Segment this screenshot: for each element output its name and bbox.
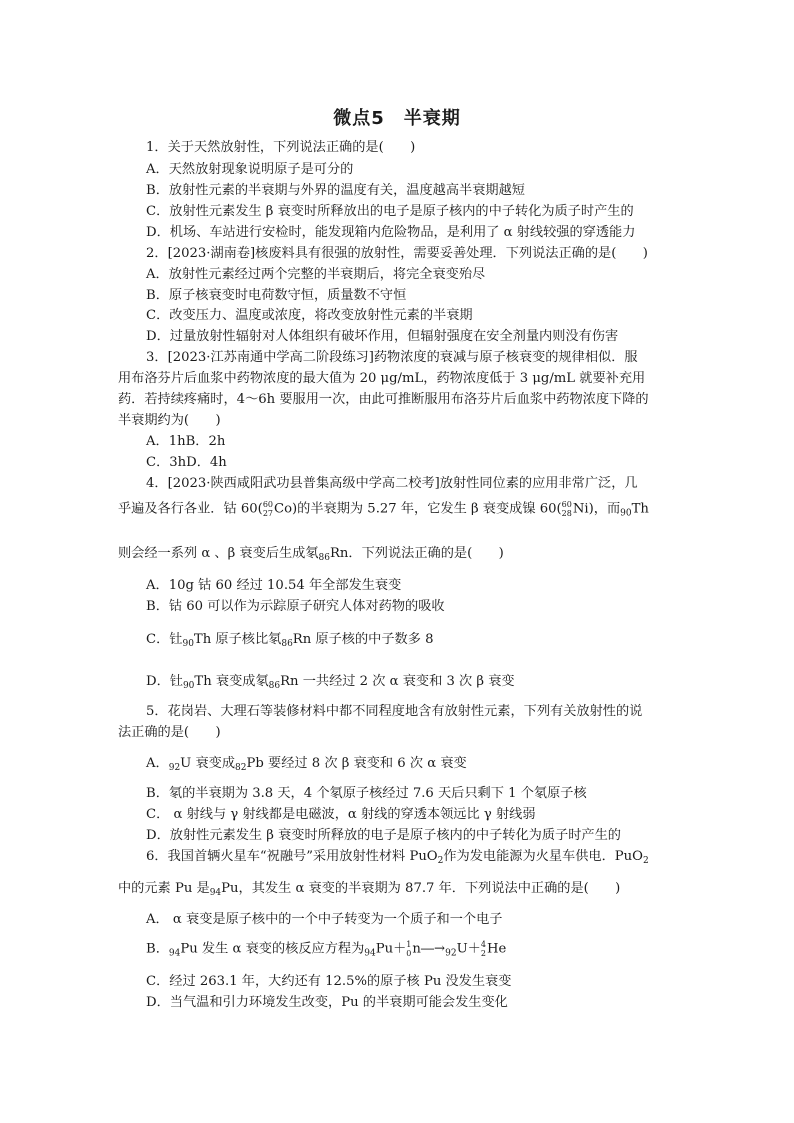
text: U 衰变成 <box>180 756 236 771</box>
question-4-option-b: B．钴 60 可以作为示踪原子研究人体对药物的吸收 <box>146 599 445 614</box>
question-2-stem: 2．[2023·湖南卷]核废料具有很强的放射性，需要妥善处理．下列说法正确的是( ) <box>146 246 648 261</box>
nuclide-prefix <box>562 500 572 518</box>
text: B． <box>146 941 169 957</box>
text: n―→ <box>412 941 446 957</box>
nuclide-prefix <box>406 940 411 958</box>
atomic-number: 94 <box>364 948 376 959</box>
question-5-option-d: D．放射性元素发生 β 衰变时所释放的电子是原子核内的中子转化为质子时产生的 <box>146 828 621 843</box>
page-title: 微点5 半衰期 <box>333 108 461 129</box>
question-2-option-b: B．原子核衰变时电荷数守恒，质量数不守恒 <box>146 288 407 303</box>
atomic-number: 2 <box>480 949 486 958</box>
nuclide-prefix <box>481 940 486 958</box>
text: 6．我国首辆火星车“祝融号”采用放射性材料 PuO <box>146 849 438 864</box>
question-4-option-a: A．10g 钴 60 经过 10.54 年全部发生衰变 <box>146 578 402 593</box>
subscript: 2 <box>642 856 649 866</box>
element-symbol: Ni <box>572 501 589 517</box>
mass-number: 60 <box>262 500 273 509</box>
text: Pu＋ <box>375 941 407 957</box>
element-symbol: Co <box>274 501 293 517</box>
question-4-stem-line-2 <box>118 500 649 519</box>
text: U＋ <box>456 941 481 957</box>
element-symbol: Th <box>631 501 649 517</box>
atomic-number: 94 <box>209 888 222 898</box>
question-5-option-a <box>146 755 467 773</box>
question-5-option-b: B．氡的半衰期为 3.8 天，4 个氡原子核经过 7.6 天后只剩下 1 个氡原子核 <box>146 786 587 801</box>
mass-number: 4 <box>480 940 486 949</box>
text: Th 衰变成氡 <box>194 674 269 689</box>
atomic-number: 90 <box>620 508 632 519</box>
atomic-number: 0 <box>406 949 412 958</box>
question-6-option-a: A． α 衰变是原子核中的一个中子转变为一个质子和一个电子 <box>146 912 503 927</box>
atomic-number: 27 <box>262 509 273 518</box>
text: C．钍 <box>146 632 183 647</box>
atomic-number: 90 <box>182 681 195 691</box>
mass-number: 1 <box>406 940 412 949</box>
text: 则会经一系列 α 、β 衰变后生成氡 <box>118 546 319 561</box>
question-3-options-ab: A．1hB．2h <box>146 434 226 449</box>
text: A． <box>146 756 169 771</box>
text: Rn．下列说法正确的是( ) <box>330 546 504 561</box>
atomic-number: 92 <box>445 948 457 959</box>
question-2-option-a: A．放射性元素经过两个完整的半衰期后，将完全衰变殆尽 <box>146 267 486 282</box>
question-3-stem-line-2: 用布洛芬片后血浆中药物浓度的最大值为 20 μg/mL，药物浓度低于 3 μg/mL 就要补充用 <box>118 371 646 386</box>
question-1-stem: 1．关于天然放射性，下列说法正确的是( ) <box>146 140 416 155</box>
text: Pu 发生 α 衰变的核反应方程为 <box>180 941 365 957</box>
atomic-number: 94 <box>168 948 181 959</box>
text: )，而 <box>588 501 621 517</box>
atomic-number: 86 <box>281 639 293 649</box>
question-2-option-d: D．过量放射性辐射对人体组织有破坏作用，但辐射强度在安全剂量内则没有伤害 <box>146 329 619 344</box>
text: He <box>486 941 507 957</box>
question-6-stem-line-2 <box>118 880 620 898</box>
atomic-number: 82 <box>235 763 247 773</box>
question-3-stem-line-3: 药．若持续疼痛时，4～6h 要服用一次，由此可推断服用布洛芬片后血浆中药物浓度下降的 <box>118 392 649 407</box>
atomic-number: 86 <box>318 553 330 563</box>
question-4-stem-line-3 <box>118 545 504 563</box>
question-6-option-d: D．当气温和引力环境发生改变，Pu 的半衰期可能会发生变化 <box>146 995 508 1010</box>
text: 中的元素 Pu 是 <box>118 881 210 896</box>
text: 乎遍及各行各业．钴 60( <box>118 501 263 517</box>
text: Pu，其发生 α 衰变的半衰期为 87.7 年．下列说法中正确的是( ) <box>221 881 621 896</box>
question-4-option-c <box>146 631 434 649</box>
text: Rn 原子核的中子数多 8 <box>292 632 434 647</box>
atomic-number: 86 <box>268 681 281 691</box>
atomic-number: 90 <box>182 639 194 649</box>
subscript: 2 <box>437 856 444 866</box>
atomic-number: 92 <box>168 763 181 773</box>
text: )的半衰期为 5.27 年，它发生 β 衰变成镍 60( <box>292 501 562 517</box>
text: D．钍 <box>146 674 183 689</box>
question-1-option-d: D．机场、车站进行安检时，能发现箱内危险物品，是利用了 α 射线较强的穿透能力 <box>146 225 636 240</box>
mass-number: 60 <box>561 500 572 509</box>
question-1-option-b: B．放射性元素的半衰期与外界的温度有关，温度越高半衰期越短 <box>146 183 525 198</box>
question-3-stem-line-4: 半衰期约为( ) <box>118 413 221 428</box>
question-2-option-c: C．改变压力、温度或浓度，将改变放射性元素的半衰期 <box>146 308 473 323</box>
question-6-option-b <box>146 940 506 959</box>
question-6-stem-line-1 <box>146 848 649 866</box>
question-4-option-d <box>146 673 515 691</box>
question-5-stem-line-1: 5．花岗岩、大理石等装修材料中都不同程度地含有放射性元素，下列有关放射性的说 <box>146 704 643 719</box>
text: 作为发电能源为火星车供电．PuO <box>443 849 643 864</box>
question-6-option-c: C．经过 263.1 年，大约还有 12.5%的原子核 Pu 没发生衰变 <box>146 974 512 989</box>
question-5-stem-line-2: 法正确的是( ) <box>118 725 221 740</box>
atomic-number: 28 <box>561 509 572 518</box>
question-1-option-a: A．天然放射现象说明原子是可分的 <box>146 162 354 177</box>
question-4-stem-line-1: 4．[2023·陕西咸阳武功县普集高级中学高二校考]放射性同位素的应用非常广泛，几 <box>146 476 638 491</box>
text: Th 原子核比氡 <box>193 632 282 647</box>
question-3-stem-line-1: 3．[2023·江苏南通中学高二阶段练习]药物浓度的衰减与原子核衰变的规律相似．服 <box>146 350 638 365</box>
question-3-options-cd: C．3hD．4h <box>146 455 227 470</box>
text: Rn 一共经过 2 次 α 衰变和 3 次 β 衰变 <box>280 674 515 689</box>
question-5-option-c: C． α 射线与 γ 射线都是电磁波，α 射线的穿透本领远比 γ 射线弱 <box>146 807 536 822</box>
text: Pb 要经过 8 次 β 衰变和 6 次 α 衰变 <box>246 756 467 771</box>
question-1-option-c: C．放射性元素发生 β 衰变时所释放出的电子是原子核内的中子转化为质子时产生的 <box>146 204 634 219</box>
nuclide-prefix <box>263 500 273 518</box>
